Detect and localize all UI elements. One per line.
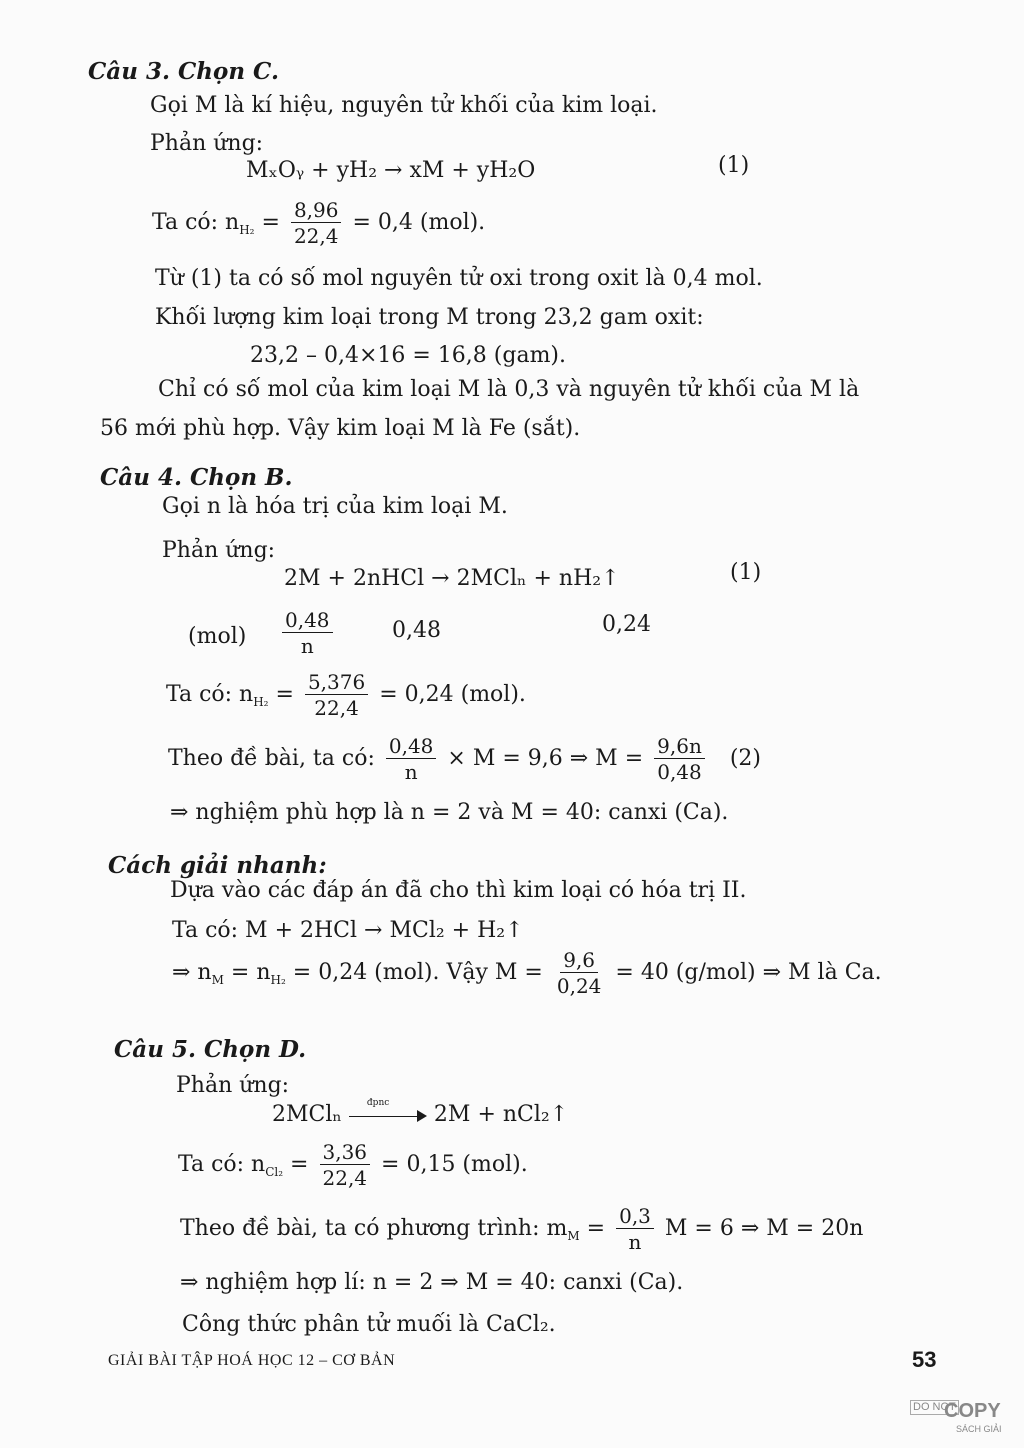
mol-fraction: $\frac{0,48}{n}$ — [278, 610, 337, 656]
mol-value: 0,24 — [602, 612, 651, 637]
equation-number: (1) — [718, 153, 750, 178]
page-number: 53 — [912, 1347, 937, 1372]
text-line: Phản ứng: — [162, 538, 276, 563]
text-line: ⇒ nghiệm hợp lí: n = 2 ⇒ M = 40: canxi (Ca). — [180, 1270, 684, 1295]
question-5-heading: Câu 5. Chọn D. — [114, 1036, 307, 1063]
text-line: Gọi M là kí hiệu, nguyên tử khối của kim loại. — [150, 93, 658, 118]
text-line: 23,2 – 0,4×16 = 16,8 (gam). — [250, 343, 567, 368]
mol-label: (mol) — [188, 624, 247, 649]
electrolysis-equation: 2MClₙ đpnc 2M + nCl₂↑ — [272, 1098, 569, 1127]
reaction-equation: 2M + 2nHCl → 2MClₙ + nH₂↑ — [284, 566, 620, 591]
text-line: Chỉ có số mol của kim loại M là 0,3 và nguyên tử khối của M là — [158, 377, 860, 402]
quick-solution-heading: Cách giải nhanh: — [108, 852, 327, 879]
question-3-heading: Câu 3. Chọn C. — [88, 58, 279, 85]
reaction-equation: Ta có: M + 2HCl → MCl₂ + H₂↑ — [172, 918, 524, 943]
text-line: Khối lượng kim loại trong M trong 23,2 gam oxit: — [155, 305, 704, 330]
watermark-logo: DO NOT COPY SÁCH GIẢI — [908, 1398, 1008, 1442]
text-line: Từ (1) ta có số mol nguyên tử oxi trong oxit là 0,4 mol. — [155, 266, 763, 291]
reaction-equation: MₓOᵧ + yH₂ → xM + yH₂O — [246, 158, 536, 183]
text-line: Phản ứng: — [150, 131, 264, 156]
text-line: Dựa vào các đáp án đã cho thì kim loại có hóa trị II. — [170, 878, 747, 903]
mol-calculation: Ta có: $n_{H_2}$ = $\frac{5,376}{22,4}$ = 0,24 (mol). — [166, 670, 526, 720]
text-line: ⇒ nghiệm phù hợp là n = 2 và M = 40: canxi (Ca). — [170, 800, 729, 825]
mol-calculation: Ta có: $n_{Cl_2}$ = $\frac{3,36}{22,4}$ = 0,15 (mol). — [178, 1140, 528, 1190]
question-4-heading: Câu 4. Chọn B. — [100, 464, 293, 491]
text-line: Phản ứng: — [176, 1073, 290, 1098]
text-line: 56 mới phù hợp. Vậy kim loại M là Fe (sắt). — [100, 416, 581, 441]
condition-equation: Theo đề bài, ta có: $\frac{0,48}{n}$ × M = 9,6 ⇒ M = $\frac{9,6n}{0,48}$ (2) — [168, 734, 761, 784]
equation-number: (1) — [730, 560, 762, 585]
book-title-footer: GIẢI BÀI TẬP HOÁ HỌC 12 – CƠ BẢN — [108, 1352, 396, 1369]
text-line: Công thức phân tử muối là CaCl₂. — [182, 1312, 556, 1337]
mol-calculation: ⇒ $n_M = n_{H_2} = 0,24$ (mol). Vậy M = $\frac{9,6}{0,24}$ = 40 (g/mol) ⇒ M là Ca. — [172, 948, 882, 998]
text-line: Gọi n là hóa trị của kim loại M. — [162, 494, 508, 519]
reaction-arrow: đpnc — [349, 1105, 427, 1125]
mol-value: 0,48 — [392, 618, 441, 643]
condition-equation: Theo đề bài, ta có phương trình: $m_M$ = $\frac{0,3}{n}$ M = 6 ⇒ M = 20n — [180, 1204, 864, 1254]
mol-calculation: Ta có: $n_{H_2}$ = $\frac{8,96}{22,4}$ = 0,4 (mol). — [152, 198, 486, 248]
fraction: $\frac{8,96}{22,4}$ — [291, 200, 342, 246]
